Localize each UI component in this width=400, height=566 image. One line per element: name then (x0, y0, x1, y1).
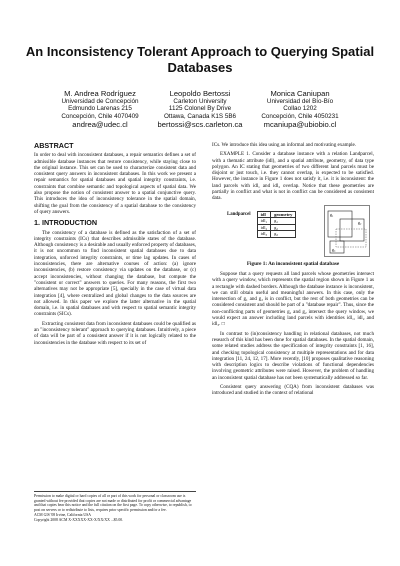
copyright-text: Copyright 2008 ACM X-XXXXX-XX-X/XX/XX ...$5.00. (34, 517, 124, 522)
author-city: Concepción, Chile 4070409 (61, 112, 139, 120)
right-paragraph-after-figure: Suppose that a query requests all land parcels whose geometries intersect with a query window, which represents the spatial region shown in Figure 1 as a rectangle with dashed borders. Although the database instance is inconsistent, we can still obtain useful and meaningful answers. In this case, only the intersection of g₁ and g₂ is in conflict, but the rest of both geometries can be considered consistent and should be part of a "database repair". Thus, since the non-conflicting parts of geometries g₁ and g₂ intersect the query window, we would expect an answer including land parcels with identities idl₁, idl₂ and idl₃. □ (212, 270, 374, 328)
query-window (336, 229, 366, 247)
label-g1: g₁ (330, 211, 334, 217)
intro-heading: 1. INTRODUCTION (34, 218, 98, 228)
right-paragraph-4: Consistent query answering (CQA) from inconsistent databases was introduced and studied in the context of relational (212, 384, 374, 397)
right-paragraph-top: ICs. We introduce this idea using an informal and motivating example. (212, 142, 357, 148)
cell-geometry: g₂ (271, 224, 296, 231)
cell-geometry: g₃ (271, 231, 296, 238)
relation-name: Landparcel (227, 211, 251, 217)
author-affiliation: Universidad de Concepción (61, 98, 139, 105)
author-address: Edmundo Larenas 215 (68, 105, 132, 113)
cell-idl: idl₃ (257, 231, 270, 238)
example-1: EXAMPLE 1. Consider a database instance with a relation Landparcel, with a thematic attribute (idl), and a spatial attribute, geometry, of data type polygon. An IC stating that geometries of two different land parcels must be disjoint or just touch, i.e. they cannot overlap, is expected to be satisfied. However, the instance in Figure 1 does not satisfy it, i.e. it is inconsistent: the land parcels with idl₁ and idl₂ overlap. Notice that these geometries are partially in conflict and what is not in conflict can be considered as consistent data. (212, 151, 374, 202)
right-column (212, 142, 374, 400)
intro-paragraph-2: Extracting consistent data from inconsistent databases could be qualified as an "inconsistency tolerant" approach to querying databases. Intuitively, a piece of data will be part of a consistent answer if it is not logically related to the inconsistencies in the database with respect to its set of (34, 320, 196, 346)
copyright-footnote (34, 491, 196, 522)
intro-paragraph-1: The consistency of a database is defined as the satisfaction of a set of integrity constraints (ICs) that describes admissible states of the database. Although consistency is a desirable and usually enforced property of databases, it is not uncommon to find inconsistent spatial databases due to data integration, unforced integrity constraints, or time lag updates. In cases of inconsistencies, there are alternative courses of action: (a) ignore inconsistencies, (b) restore consistency via updates on the database, or (c) accept inconsistencies, without changing the database, but compute the "consistent or correct" answers to queries. For many reasons, the first two alternatives may not be appropriate [5], specially in the case of virtual data integration [4], where centralized and global changes to the data sources are not allowed. In this paper we explore the latter alternative in the spatial domain, i.e. in spatial databases and with respect to spatial semantic integrity constraints (SICs). (34, 229, 196, 318)
venue-text: ACM GIS '08 Irvine, California USA (34, 512, 91, 517)
permission-text: Permission to make digital or hard copies of all or part of this work for personal or classroom use is granted without fee provided that copies are not made or distributed for profit or commercial advantage and that copies bear this notice and the full citation on the first page. To copy otherwise, to republish, to post on servers or to redistribute to lists, requires prior specific permission and/or a fee. (34, 494, 192, 513)
cell-idl: idl₂ (257, 224, 270, 231)
figure-caption: Figure 1: An inconsistent spatial database (246, 260, 340, 267)
title-line-2: Databases (167, 60, 233, 75)
left-column (34, 143, 196, 349)
cell-idl: idl₁ (257, 218, 270, 225)
author-block-3 (240, 89, 360, 129)
author-email[interactable]: mcaniupa@ubiobio.cl (263, 120, 337, 130)
author-address: 1125 Colonel By Drive (168, 105, 232, 113)
column-header-idl: idl (257, 211, 270, 218)
geometry-diagram (324, 205, 370, 257)
author-city: Ottawa, Canada K1S 5B6 (163, 112, 237, 120)
table-row (224, 231, 296, 238)
abstract-text: In order to deal with inconsistent databases, a repair semantics defines a set of admissible database instances that restore consistency, while staying close to the original instance. This set can be used to characterize consistent data and consistent query answers in inconsistent databases. In this work we present a repair semantics for spatial databases and spatial integrity constraints, i.e. constraints that combine semantic and topological aspects of spatial data. We also propose the notion of consistent answer to a spatial conjunctive query. This introduces the idea of inconsistency tolerance in the spatial domain, shifting the goal from the consistency of a spatial database to the consistency of query answers. (34, 152, 196, 215)
label-g3: g₃ (332, 246, 336, 252)
author-name: M. Andrea Rodríguez (64, 89, 136, 98)
author-address: Collao 1202 (283, 105, 317, 113)
landparcel-table (224, 211, 296, 238)
author-email[interactable]: andrea@udec.cl (72, 120, 128, 130)
author-name: Leopoldo Bertossi (169, 89, 231, 98)
author-affiliation: Carleton University (173, 98, 227, 105)
abstract-heading: ABSTRACT (34, 141, 74, 150)
table-row (224, 218, 296, 225)
table-row (224, 224, 296, 231)
label-g2: g₂ (358, 219, 362, 225)
column-header-geometry: geometry (271, 211, 296, 218)
figure-1 (212, 205, 374, 259)
paper-title (20, 44, 380, 76)
author-email[interactable]: bertossi@scs.carleton.ca (157, 120, 243, 130)
author-city: Concepción, Chile 4050231 (261, 112, 339, 120)
author-name: Monica Caniupan (270, 89, 330, 98)
author-affiliation: Universidad del Bío-Bío (266, 98, 334, 105)
right-paragraph-3: In contrast to (in)consistency handling in relational databases, not much research of this kind has been done for spatial databases. In the spatial domain, some related studies address the specification of integrity constraints [1, 16], and checking topological consistency at multiple representations and for data integration [11, 24, 12, 17]. More recently, [10] proposes qualitative reasoning with description logics to describe violations of functional dependencies involving geometric attributes were raised. However, the problem of handling an inconsistent spatial database has not been systematically addressed so far. (212, 330, 374, 381)
cell-geometry: g₁ (271, 218, 296, 225)
title-line-1: An Inconsistency Tolerant Approach to Querying Spatial (25, 44, 375, 59)
